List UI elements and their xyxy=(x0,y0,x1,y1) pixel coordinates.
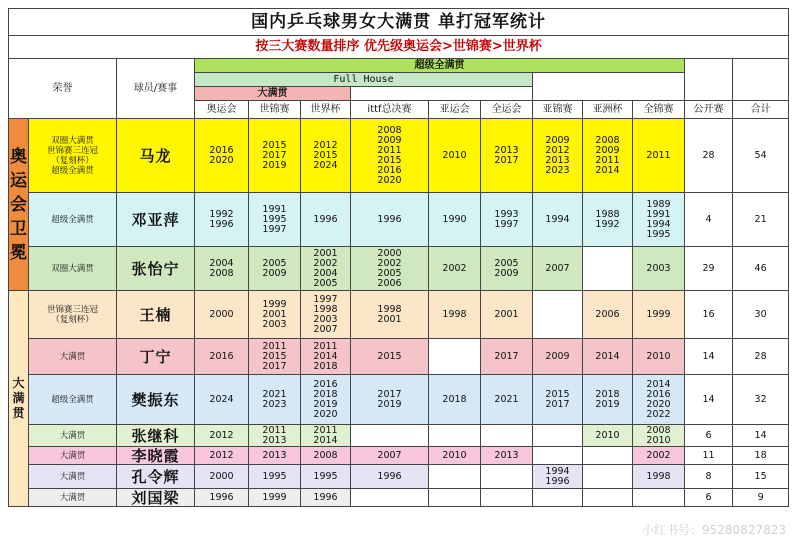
column-header: 亚洲杯 xyxy=(583,101,633,119)
year-cell: 1999 2001 2003 xyxy=(249,291,301,339)
table-row xyxy=(9,465,789,489)
column-header: 世锦赛 xyxy=(249,101,301,119)
year-cell: 2009 xyxy=(533,339,583,375)
column-header: 公开赛 xyxy=(685,101,733,119)
year-cell: 2010 xyxy=(429,119,481,193)
total-cell: 15 xyxy=(733,465,789,489)
year-cell: 28 xyxy=(685,119,733,193)
player-name: 王楠 xyxy=(117,291,195,339)
stats-sheet xyxy=(8,8,789,507)
year-cell: 2009 2012 2013 2023 xyxy=(533,119,583,193)
year-cell: 2006 xyxy=(583,291,633,339)
year-cell: 1998 xyxy=(633,465,685,489)
year-cell: 2003 xyxy=(633,247,685,291)
year-cell: 1997 1998 2003 2007 xyxy=(301,291,351,339)
year-cell: 6 xyxy=(685,425,733,447)
year-cell xyxy=(351,425,429,447)
total-cell: 9 xyxy=(733,489,789,507)
column-header: ittf总决赛 xyxy=(351,101,429,119)
year-cell: 2005 2009 xyxy=(249,247,301,291)
player-name: 丁宁 xyxy=(117,339,195,375)
total-cell: 18 xyxy=(733,447,789,465)
year-cell xyxy=(533,447,583,465)
year-cell xyxy=(583,447,633,465)
year-cell: 1996 xyxy=(351,465,429,489)
year-cell: 1989 1991 1994 1995 xyxy=(633,193,685,247)
honor-cell: 大满贯 xyxy=(29,489,117,507)
year-cell: 16 xyxy=(685,291,733,339)
page-title: 国内乒乓球男女大满贯 单打冠军统计 xyxy=(9,9,789,36)
year-cell: 2007 xyxy=(351,447,429,465)
honor-cell: 大满贯 xyxy=(29,447,117,465)
year-cell xyxy=(481,425,533,447)
year-cell: 6 xyxy=(685,489,733,507)
player-name: 张继科 xyxy=(117,425,195,447)
year-cell xyxy=(583,489,633,507)
year-cell: 4 xyxy=(685,193,733,247)
watermark: 小红书号：95280827823 xyxy=(642,523,786,537)
column-header: 奥运会 xyxy=(195,101,249,119)
table-row xyxy=(9,447,789,465)
year-cell: 2021 xyxy=(481,375,533,425)
year-cell: 2011 2014 xyxy=(301,425,351,447)
year-cell: 2008 xyxy=(301,447,351,465)
player-name: 刘国梁 xyxy=(117,489,195,507)
player-name: 马龙 xyxy=(117,119,195,193)
year-cell: 2013 xyxy=(249,447,301,465)
band-blank xyxy=(533,73,685,101)
year-cell: 2011 2015 2017 xyxy=(249,339,301,375)
year-cell: 1994 xyxy=(533,193,583,247)
champion-table xyxy=(8,8,789,507)
total-cell: 46 xyxy=(733,247,789,291)
year-cell xyxy=(533,489,583,507)
year-cell: 2015 xyxy=(351,339,429,375)
year-cell xyxy=(429,339,481,375)
header-blank xyxy=(685,59,733,101)
honor-cell: 大满贯 xyxy=(29,339,117,375)
year-cell: 8 xyxy=(685,465,733,489)
year-cell: 2016 xyxy=(195,339,249,375)
column-header: 世界杯 xyxy=(301,101,351,119)
table-row xyxy=(9,247,789,291)
year-cell: 2002 xyxy=(633,447,685,465)
table-row xyxy=(9,119,789,193)
year-cell: 1996 xyxy=(301,193,351,247)
year-cell xyxy=(583,247,633,291)
year-cell: 2000 xyxy=(195,291,249,339)
year-cell: 2016 2018 2019 2020 xyxy=(301,375,351,425)
year-cell: 2018 2019 xyxy=(583,375,633,425)
year-cell xyxy=(533,425,583,447)
year-cell: 2002 xyxy=(429,247,481,291)
year-cell: 2008 2009 2011 2014 xyxy=(583,119,633,193)
year-cell: 1996 xyxy=(195,489,249,507)
year-cell: 2008 2010 xyxy=(633,425,685,447)
year-cell: 1999 xyxy=(633,291,685,339)
year-cell: 2018 xyxy=(429,375,481,425)
total-cell: 54 xyxy=(733,119,789,193)
honor-cell: 双圈大满贯 xyxy=(29,247,117,291)
year-cell: 2001 xyxy=(481,291,533,339)
honor-cell: 超级全满贯 xyxy=(29,193,117,247)
year-cell: 1998 xyxy=(429,291,481,339)
year-cell: 2012 xyxy=(195,447,249,465)
header-honor: 荣誉 xyxy=(9,59,117,119)
year-cell: 2013 xyxy=(481,447,533,465)
year-cell: 1995 xyxy=(301,465,351,489)
year-cell: 11 xyxy=(685,447,733,465)
year-cell: 14 xyxy=(685,339,733,375)
player-name: 李晓霞 xyxy=(117,447,195,465)
band-grandslam: 大满贯 xyxy=(195,87,351,101)
group-olympic-defender: 奥运会卫冕 xyxy=(9,119,29,291)
table-row xyxy=(9,375,789,425)
table-row xyxy=(9,489,789,507)
table-row xyxy=(9,291,789,339)
year-cell: 2017 xyxy=(481,339,533,375)
year-cell: 1994 1996 xyxy=(533,465,583,489)
year-cell: 2011 2013 xyxy=(249,425,301,447)
band-full-house: Full House xyxy=(195,73,533,87)
year-cell: 2014 xyxy=(583,339,633,375)
player-name: 樊振东 xyxy=(117,375,195,425)
year-cell: 2012 2015 2024 xyxy=(301,119,351,193)
year-cell xyxy=(429,425,481,447)
total-cell: 32 xyxy=(733,375,789,425)
year-cell: 2024 xyxy=(195,375,249,425)
honor-cell: 大满贯 xyxy=(29,465,117,489)
year-cell: 2011 2014 2018 xyxy=(301,339,351,375)
player-name: 邓亚萍 xyxy=(117,193,195,247)
total-cell: 14 xyxy=(733,425,789,447)
year-cell: 1996 xyxy=(301,489,351,507)
year-cell: 2010 xyxy=(633,339,685,375)
column-header: 亚运会 xyxy=(429,101,481,119)
year-cell: 2010 xyxy=(429,447,481,465)
player-name: 张怡宁 xyxy=(117,247,195,291)
year-cell xyxy=(533,291,583,339)
year-cell: 1998 2001 xyxy=(351,291,429,339)
band-super-grandslam: 超级全满贯 xyxy=(195,59,685,73)
year-cell: 2001 2002 2004 2005 xyxy=(301,247,351,291)
group-grandslam: 大满贯 xyxy=(9,291,29,507)
year-cell xyxy=(583,465,633,489)
year-cell: 1993 1997 xyxy=(481,193,533,247)
honor-cell: 双圈大满贯 世锦赛三连冠 （复刻杯） 超级全满贯 xyxy=(29,119,117,193)
year-cell xyxy=(633,489,685,507)
total-cell: 21 xyxy=(733,193,789,247)
band-blank xyxy=(351,87,533,101)
subtitle: 按三大赛数量排序 优先级奥运会>世锦赛>世界杯 xyxy=(9,36,789,59)
year-cell xyxy=(481,465,533,489)
year-cell: 1988 1992 xyxy=(583,193,633,247)
table-row xyxy=(9,425,789,447)
year-cell xyxy=(481,489,533,507)
year-cell: 1995 xyxy=(249,465,301,489)
year-cell: 2000 xyxy=(195,465,249,489)
year-cell: 2015 2017 2019 xyxy=(249,119,301,193)
year-cell: 2010 xyxy=(583,425,633,447)
year-cell xyxy=(429,489,481,507)
year-cell: 2004 2008 xyxy=(195,247,249,291)
year-cell: 14 xyxy=(685,375,733,425)
year-cell: 1990 xyxy=(429,193,481,247)
year-cell: 2005 2009 xyxy=(481,247,533,291)
year-cell: 29 xyxy=(685,247,733,291)
year-cell xyxy=(351,489,429,507)
year-cell: 2017 2019 xyxy=(351,375,429,425)
year-cell: 2000 2002 2005 2006 xyxy=(351,247,429,291)
honor-cell: 超级全满贯 xyxy=(29,375,117,425)
honor-cell: 大满贯 xyxy=(29,425,117,447)
player-name: 孔令辉 xyxy=(117,465,195,489)
column-header: 全锦赛 xyxy=(633,101,685,119)
header-blank xyxy=(733,59,789,101)
table-row xyxy=(9,339,789,375)
year-cell: 2007 xyxy=(533,247,583,291)
year-cell: 2012 xyxy=(195,425,249,447)
year-cell: 2021 2023 xyxy=(249,375,301,425)
year-cell: 1992 1996 xyxy=(195,193,249,247)
column-header: 合计 xyxy=(733,101,789,119)
table-row xyxy=(9,193,789,247)
total-cell: 28 xyxy=(733,339,789,375)
total-cell: 30 xyxy=(733,291,789,339)
year-cell: 2013 2017 xyxy=(481,119,533,193)
column-header: 全运会 xyxy=(481,101,533,119)
year-cell: 1996 xyxy=(351,193,429,247)
year-cell: 2011 xyxy=(633,119,685,193)
header-player: 球员/赛事 xyxy=(117,59,195,119)
year-cell xyxy=(429,465,481,489)
column-header: 亚锦赛 xyxy=(533,101,583,119)
year-cell: 1999 xyxy=(249,489,301,507)
year-cell: 2014 2016 2020 2022 xyxy=(633,375,685,425)
year-cell: 2016 2020 xyxy=(195,119,249,193)
year-cell: 2008 2009 2011 2015 2016 2020 xyxy=(351,119,429,193)
year-cell: 1991 1995 1997 xyxy=(249,193,301,247)
year-cell: 2015 2017 xyxy=(533,375,583,425)
honor-cell: 世锦赛三连冠 （复刻杯） xyxy=(29,291,117,339)
